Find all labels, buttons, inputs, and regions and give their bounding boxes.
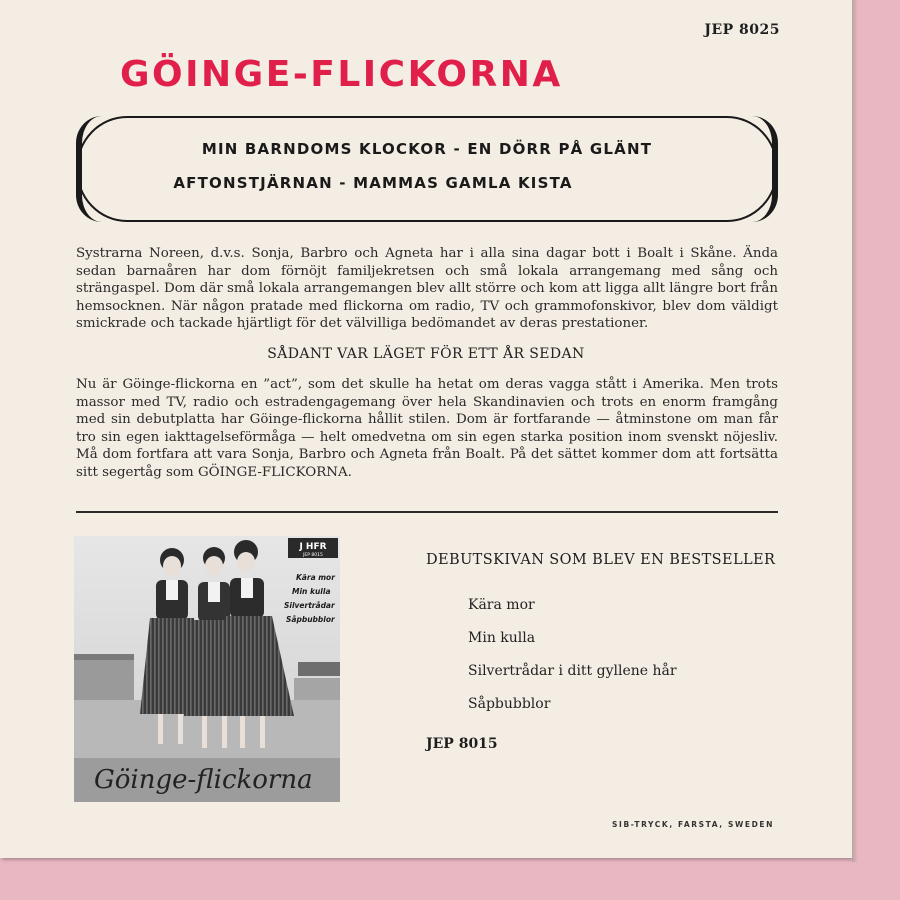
list-item: Såpbubblor: [468, 696, 551, 712]
liner-notes-subheading: SÅDANT VAR LÄGET FÖR ETT ÅR SEDAN: [267, 346, 585, 362]
sleeve-edge: [852, 0, 858, 862]
divider: [76, 511, 778, 513]
list-item: Min kulla: [468, 630, 536, 646]
list-item: Kära mor: [468, 597, 535, 613]
list-item: Silvertrådar i ditt gyllene hår: [468, 663, 677, 679]
cover-track-3: Silvertrådar: [284, 601, 335, 610]
song-line-2: AFTONSTJÄRNAN - MAMMAS GAMLA KISTA: [173, 174, 573, 192]
cover-label-catno: JEP 8015: [303, 553, 323, 558]
cover-track-1: Kära mor: [296, 573, 335, 582]
liner-notes-paragraph-1: Systrarna Noreen, d.v.s. Sonja, Barbro och Agneta har i alla sina dagar bott i Boalt i Skåne. Ända sedan barnaåren har dom förnöjt familjekretsen och små lokala arrangemang med sång och strängaspel. Dom där små lokala arrangemangen blev allt större och kom att ligga allt längre bort från hemsocknen. När någon pratade med flickorna om radio, TV och grammofonskivor, blev dom väldigt smickrade och tackade hjärtligt för det välvilliga bedömandet av deras prestationer.: [76, 246, 778, 332]
cover-track-2: Min kulla: [292, 587, 331, 596]
catalog-number: JEP 8025: [704, 22, 780, 38]
debut-cover-illustration: [74, 536, 340, 802]
song-titles-box: [76, 116, 778, 222]
debut-heading: DEBUTSKIVAN SOM BLEV EN BESTSELLER: [426, 552, 776, 568]
artist-title: GÖINGE-FLICKORNA: [120, 54, 563, 95]
song-line-1: MIN BARNDOMS KLOCKOR - EN DÖRR PÅ GLÄNT: [201, 140, 653, 158]
debut-record-cover-photo: [74, 536, 340, 802]
cover-label-logo: J HFR: [299, 542, 327, 552]
cover-script-title: Göinge-flickorna: [94, 765, 313, 795]
liner-notes-paragraph-2: Nu är Göinge-flickorna en ”act”, som det skulle ha hetat om deras vagga stått i Amerika. Men trots massor med TV, radio och estradengagemang över hela Skandinavien och trots en enorm framgång med sin debutplatta har Göinge-flickorna hållit stilen. Dom är fortfarande — åtminstone om man får tro sin egen iakttagelseförmåga — helt omedvetna om sin egen starka position inom svenskt nöjesliv. Må dom fortfara att vara Sonja, Barbro och Agneta från Boalt. På det sättet kommer dom att fortsätta sitt segertåg som GÖINGE-FLICKORNA.: [76, 377, 778, 480]
cover-track-4: Såpbubblor: [286, 615, 335, 624]
printer-credit: SIB-TRYCK, FARSTA, SWEDEN: [612, 820, 774, 829]
debut-catalog-number: JEP 8015: [426, 736, 498, 752]
debut-track-list: [468, 596, 677, 728]
